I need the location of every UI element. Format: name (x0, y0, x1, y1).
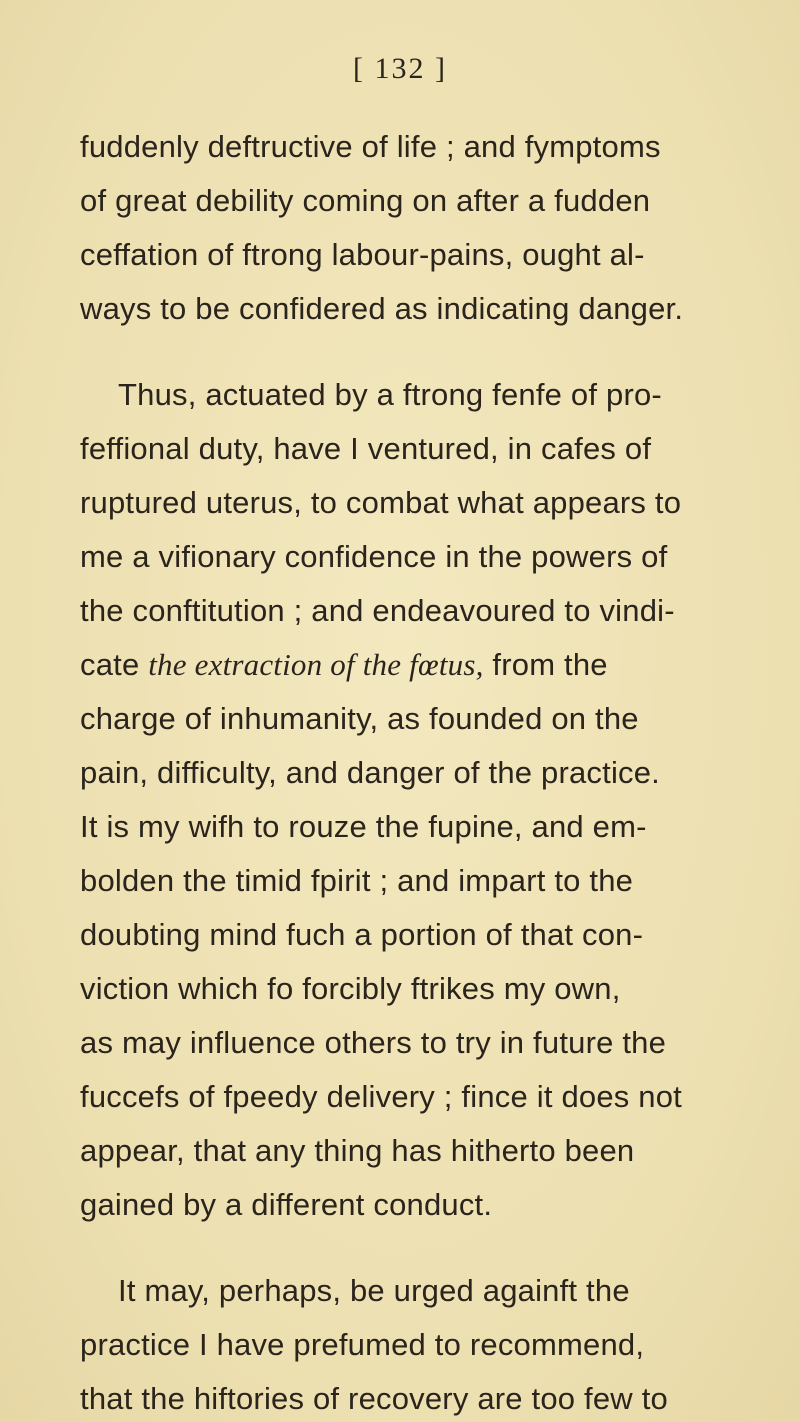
text-line-6: feffional duty, have I ventured, in cafes of (80, 431, 652, 466)
text-line-12: pain, difficulty, and danger of the practice. (80, 755, 660, 790)
text-line-22: practice I have prefumed to recommend, (80, 1327, 645, 1362)
text-line-8: me a vifionary confidence in the powers of (80, 539, 668, 574)
text-line-5: Thus, actuated by a ftrong fenfe of pro- (118, 377, 662, 412)
text-line-14: bolden the timid fpirit ; and impart to the (80, 863, 634, 898)
text-line-21: It may, perhaps, be urged againft the (118, 1273, 630, 1308)
text-line-4: ways to be confidered as indicating danger. (80, 291, 684, 326)
text-line-10 (80, 645, 608, 685)
text-cate: cate (80, 647, 140, 682)
text-line-1: fuddenly deftructive of life ; and fymptoms (80, 129, 661, 164)
text-line-23: that the hiftories of recovery are too few to (80, 1381, 668, 1416)
text-line-13: It is my wifh to rouze the fupine, and em- (80, 809, 647, 844)
text-line-2: of great debility coming on after a fudden (80, 183, 651, 218)
text-from-the: from the (492, 647, 608, 682)
page-number-header: [ 132 ] (353, 52, 447, 85)
text-line-3: ceffation of ftrong labour-pains, ought al- (80, 237, 645, 272)
text-line-20: gained by a different conduct. (80, 1187, 493, 1222)
text-line-9: the conftitution ; and endeavoured to vindi- (80, 593, 675, 628)
text-line-15: doubting mind fuch a portion of that con- (80, 917, 644, 952)
text-line-16: viction which fo forcibly ftrikes my own, (80, 971, 621, 1006)
text-line-7: ruptured uterus, to combat what appears to (80, 485, 682, 520)
text-line-11: charge of inhumanity, as founded on the (80, 701, 639, 736)
text-line-18: fuccefs of fpeedy delivery ; fince it does not (80, 1079, 682, 1114)
italic-phrase: the extraction of the fœtus, (148, 647, 484, 682)
text-line-19: appear, that any thing has hitherto been (80, 1133, 635, 1168)
text-line-17: as may influence others to try in future the (80, 1025, 667, 1060)
